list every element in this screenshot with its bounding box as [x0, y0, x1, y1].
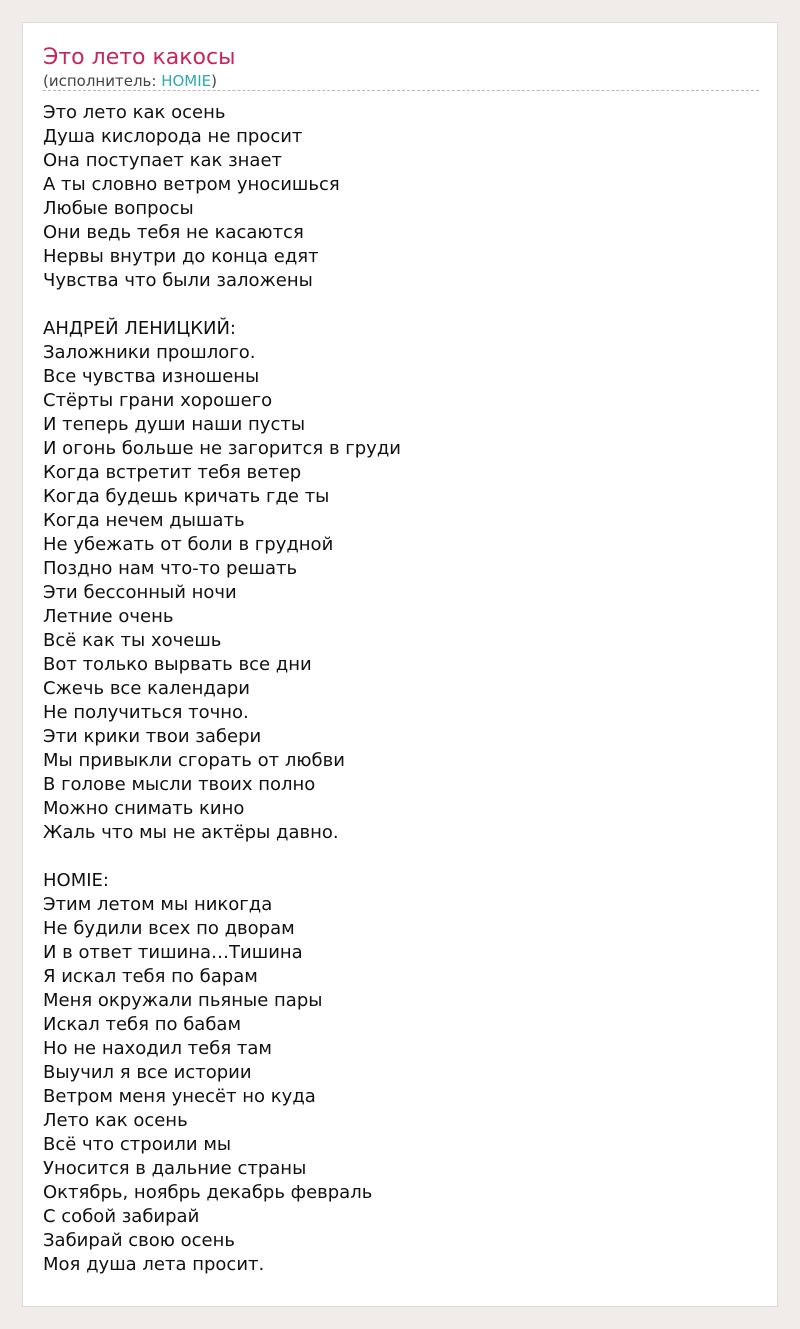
- lyric-line: Мы привыкли сгорать от любви: [43, 750, 345, 771]
- lyric-line: Вот только вырвать все дни: [43, 654, 312, 675]
- lyric-line: Эти бессонный ночи: [43, 582, 237, 603]
- lyric-line: Они ведь тебя не касаются: [43, 222, 304, 243]
- lyric-line: [43, 845, 401, 869]
- lyric-line: Но не находил тебя там: [43, 1038, 272, 1059]
- lyric-line: В голове мысли твоих полно: [43, 774, 316, 795]
- lyric-line: Чувства что были заложены: [43, 270, 313, 291]
- lyrics-card: [22, 22, 778, 1307]
- lyric-line: С собой забирай: [43, 1206, 200, 1227]
- lyric-line: Стёрты грани хорошего: [43, 390, 273, 411]
- lyric-line: И в ответ тишина…Тишина: [43, 942, 303, 963]
- lyric-line: Ветром меня унесёт но куда: [43, 1086, 316, 1107]
- lyric-line: Меня окружали пьяные пары: [43, 990, 323, 1011]
- lyric-line: Не будили всех по дворам: [43, 918, 295, 939]
- lyric-line: Моя душа лета просит.: [43, 1254, 265, 1275]
- title-divider: [43, 90, 759, 91]
- lyric-line: Когда будешь кричать где ты: [43, 486, 330, 507]
- song-title: Это лето какосы: [43, 45, 236, 70]
- lyric-line: Заложники прошлого.: [43, 342, 256, 363]
- lyric-line: Уносится в дальние страны: [43, 1158, 307, 1179]
- lyric-line: Эти крики твои забери: [43, 726, 262, 747]
- artist-suffix: ): [211, 72, 217, 90]
- lyric-line: Когда встретит тебя ветер: [43, 462, 302, 483]
- lyric-line: Душа кислорода не просит: [43, 126, 303, 147]
- lyric-line: Всё как ты хочешь: [43, 630, 222, 651]
- lyrics-text: [43, 101, 401, 1277]
- lyric-line: И огонь больше не загорится в груди: [43, 438, 401, 459]
- lyric-line: АНДРЕЙ ЛЕНИЦКИЙ:: [43, 318, 236, 339]
- lyric-line: И теперь души наши пусты: [43, 414, 306, 435]
- artist-prefix: (исполнитель:: [43, 72, 162, 90]
- artist-link[interactable]: HOMIE: [161, 72, 212, 90]
- lyric-line: Выучил я все истории: [43, 1062, 252, 1083]
- lyric-line: Нервы внутри до конца едят: [43, 246, 319, 267]
- lyric-line: Летние очень: [43, 606, 174, 627]
- lyric-line: Все чувства изношены: [43, 366, 260, 387]
- lyric-line: Октябрь, ноябрь декабрь февраль: [43, 1182, 373, 1203]
- lyric-line: [43, 293, 401, 317]
- lyric-line: Всё что строили мы: [43, 1134, 232, 1155]
- lyric-line: Это лето как осень: [43, 102, 226, 123]
- lyric-line: Искал тебя по бабам: [43, 1014, 242, 1035]
- lyric-line: Она поступает как знает: [43, 150, 283, 171]
- lyric-line: Можно снимать кино: [43, 798, 245, 819]
- lyric-line: Любые вопросы: [43, 198, 194, 219]
- lyric-line: Не убежать от боли в грудной: [43, 534, 334, 555]
- lyric-line: Этим летом мы никогда: [43, 894, 273, 915]
- lyric-line: Лето как осень: [43, 1110, 188, 1131]
- lyric-line: Поздно нам что-то решать: [43, 558, 298, 579]
- lyric-line: А ты словно ветром уносишься: [43, 174, 340, 195]
- lyric-line: Я искал тебя по барам: [43, 966, 258, 987]
- artist-line: [43, 71, 217, 91]
- lyric-line: Забирай свою осень: [43, 1230, 235, 1251]
- lyric-line: Жаль что мы не актёры давно.: [43, 822, 339, 843]
- lyric-line: Когда нечем дышать: [43, 510, 245, 531]
- lyric-line: Не получиться точно.: [43, 702, 249, 723]
- lyric-line: HOMIE:: [43, 870, 109, 891]
- lyric-line: Сжечь все календари: [43, 678, 250, 699]
